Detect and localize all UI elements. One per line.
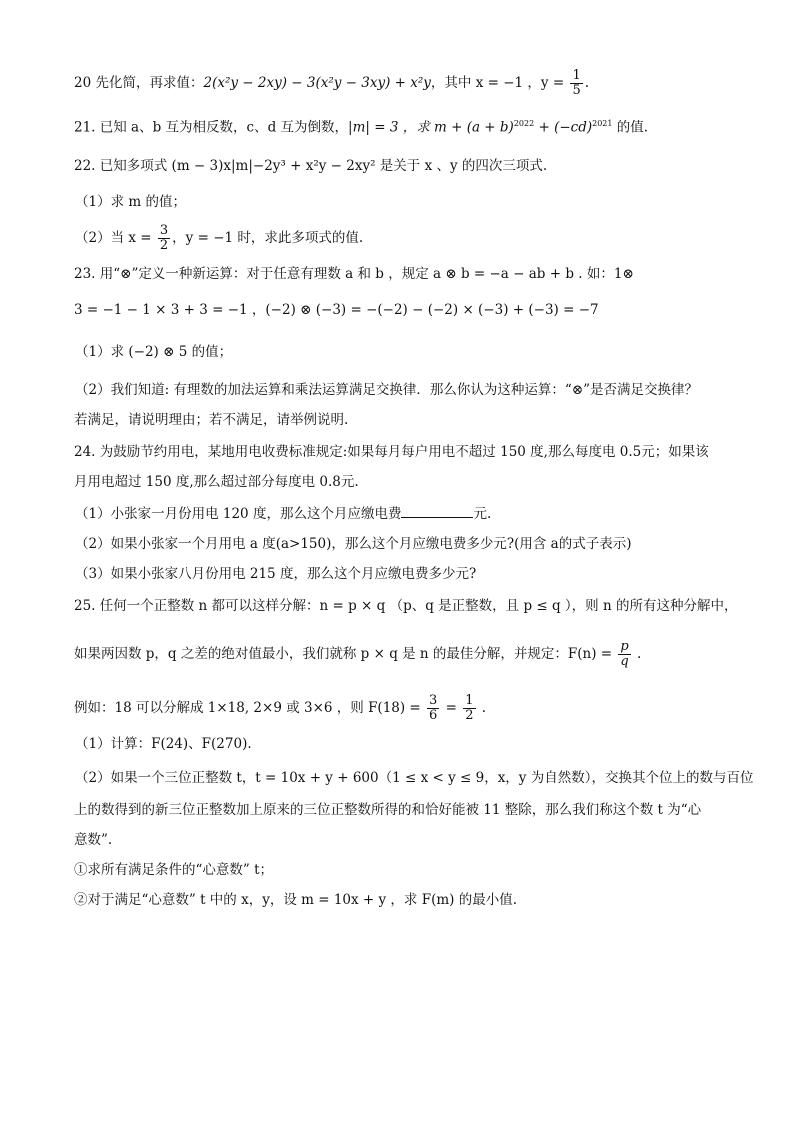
q25-item-1: ①求所有满足条件的“心意数” t； [74, 862, 274, 878]
question-25-line-1: 25. 任何一个正整数 n 都可以这样分解：n = p × q （p、q 是正整数，且 p ≤ q ），则 n 的所有这种分解中， [74, 598, 738, 614]
q24-sub-1 [75, 504, 724, 524]
answer-blank [401, 505, 473, 518]
q25-fraction-denominator: q [620, 654, 629, 669]
q25-sub-1: （1）计算：F(24)、F(270). [75, 736, 252, 752]
q22-sub-1: （1）求 m 的值； [75, 194, 186, 210]
q22-sub-2-tail: ，y = −1 时，求此多项式的值. [172, 230, 364, 246]
q25-example-fraction-1-numerator: 3 [429, 693, 438, 708]
q22-fraction-numerator: 3 [159, 223, 169, 238]
q25-example-tail: . [477, 700, 487, 716]
q21-lead: 21. 已知 a、b 互为相反数，c、d 互为倒数， [74, 119, 349, 136]
q24-sub-1-lead: （1）小张家一月份用电 120 度，那么这个月应缴电费 [75, 506, 402, 522]
question-23-line-2: 3 = −1 − 1 × 3 + 3 = −1 ，(−2) ⊗ (−3) = −(−2) − (−2) × (−3) + (−3) = −7 [74, 302, 599, 318]
q24-sub-1-tail: 元. [473, 506, 492, 522]
q25-example-equals: = [441, 700, 462, 716]
q21-expression-mid: + (−cd) [534, 119, 593, 136]
q25-example-fraction-2-numerator: 1 [465, 693, 474, 708]
question-23-line-1: 23. 用“⊗”定义一种新运算：对于任意有理数 a 和 b ，规定 a ⊗ b = −a − ab + b . 如：1⊗ [74, 266, 634, 282]
q25-example-fraction-1 [427, 694, 439, 723]
q24-sub-2: （2）如果小张家一个月用电 a 度(a>150)，那么这个月应缴电费多少元?(用含 a的式子表示) [75, 536, 632, 552]
q21-exponent-2022: 2022 [513, 119, 535, 128]
question-24-line-2: 月用电超过 150 度,那么超过部分每度电 0.8元. [74, 474, 359, 490]
q25-example-fraction-2 [463, 694, 475, 723]
q25-sub-2-line-3: 意数”. [74, 832, 113, 848]
q25-fraction-numerator: p [620, 639, 629, 654]
q23-sub-2-line-2: 若满足，请说明理由；若不满足，请举例说明. [74, 412, 349, 428]
q22-sub-2 [75, 220, 724, 256]
q21-expression: |m| = 3 ，求 m + (a + b) [348, 119, 514, 136]
q20-fraction-denominator: 5 [572, 83, 581, 98]
q22-fraction [158, 224, 170, 253]
q20-lead: 20 先化简，再求值： [74, 75, 204, 91]
q25-line-2-tail: . [632, 646, 642, 662]
q20-expression: 2(x²y − 2xy) − 3(x²y − 3xy) + x²y [203, 75, 431, 91]
q20-tail: . [584, 75, 590, 91]
question-21 [74, 114, 724, 138]
question-22: 22. 已知多项式 (m − 3)x|m|−2y³ + x²y − 2xy² 是关于 x 、y 的四次三项式. [74, 158, 548, 174]
q22-sub-2-lead: （2）当 x = [75, 230, 156, 246]
q25-example-fraction-2-denominator: 2 [465, 708, 474, 723]
q24-sub-3: （3）如果小张家八月份用电 215 度，那么这个月应缴电费多少元? [75, 566, 477, 582]
q23-sub-1: （1）求 (−2) ⊗ 5 的值； [75, 344, 233, 360]
q23-sub-2-line-1: （2）我们知道: 有理数的加法运算和乘法运算满足交换律．那么你认为这种运算：“⊗”是否满足交换律？ [75, 382, 699, 398]
question-25-line-2 [74, 636, 724, 672]
q25-line-2-lead: 如果两因数 p，q 之差的绝对值最小，我们就称 p × q 是 n 的最佳分解，并规定：F(n) = [74, 646, 617, 662]
q20-condition: ，其中 x = −1 ，y = [430, 75, 569, 91]
q20-fraction [570, 69, 582, 98]
q22-fraction-denominator: 2 [159, 238, 169, 253]
question-24-line-1: 24. 为鼓励节约用电，某地用电收费标准规定:如果每月每户用电不超过 150 度,那么每度电 0.5元；如果该 [74, 444, 709, 460]
q21-tail: 的值. [612, 119, 649, 136]
q25-item-2: ②对于满足“心意数” t 中的 x，y，设 m = 10x + y ，求 F(m) 的最小值. [74, 892, 518, 908]
q25-fraction-p-q [618, 640, 630, 669]
q25-sub-2-line-2: 上的数得到的新三位正整数加上原来的三位正整数所得的和恰好能被 11 整除，那么我们称这个数 t 为“心 [74, 802, 702, 818]
q25-example-fraction-1-denominator: 6 [429, 708, 438, 723]
q21-exponent-2021: 2021 [592, 119, 613, 128]
q25-example-lead: 例如：18 可以分解成 1×18, 2×9 或 3×6 ，则 F(18) = [74, 700, 426, 716]
question-25-example [74, 690, 724, 726]
question-20 [74, 66, 724, 100]
q25-sub-2-line-1: （2）如果一个三位正整数 t，t = 10x + y + 600（1 ≤ x < y ≤ 9，x，y 为自然数），交换其个位上的数与百位 [75, 770, 754, 786]
q20-fraction-numerator: 1 [572, 68, 581, 83]
